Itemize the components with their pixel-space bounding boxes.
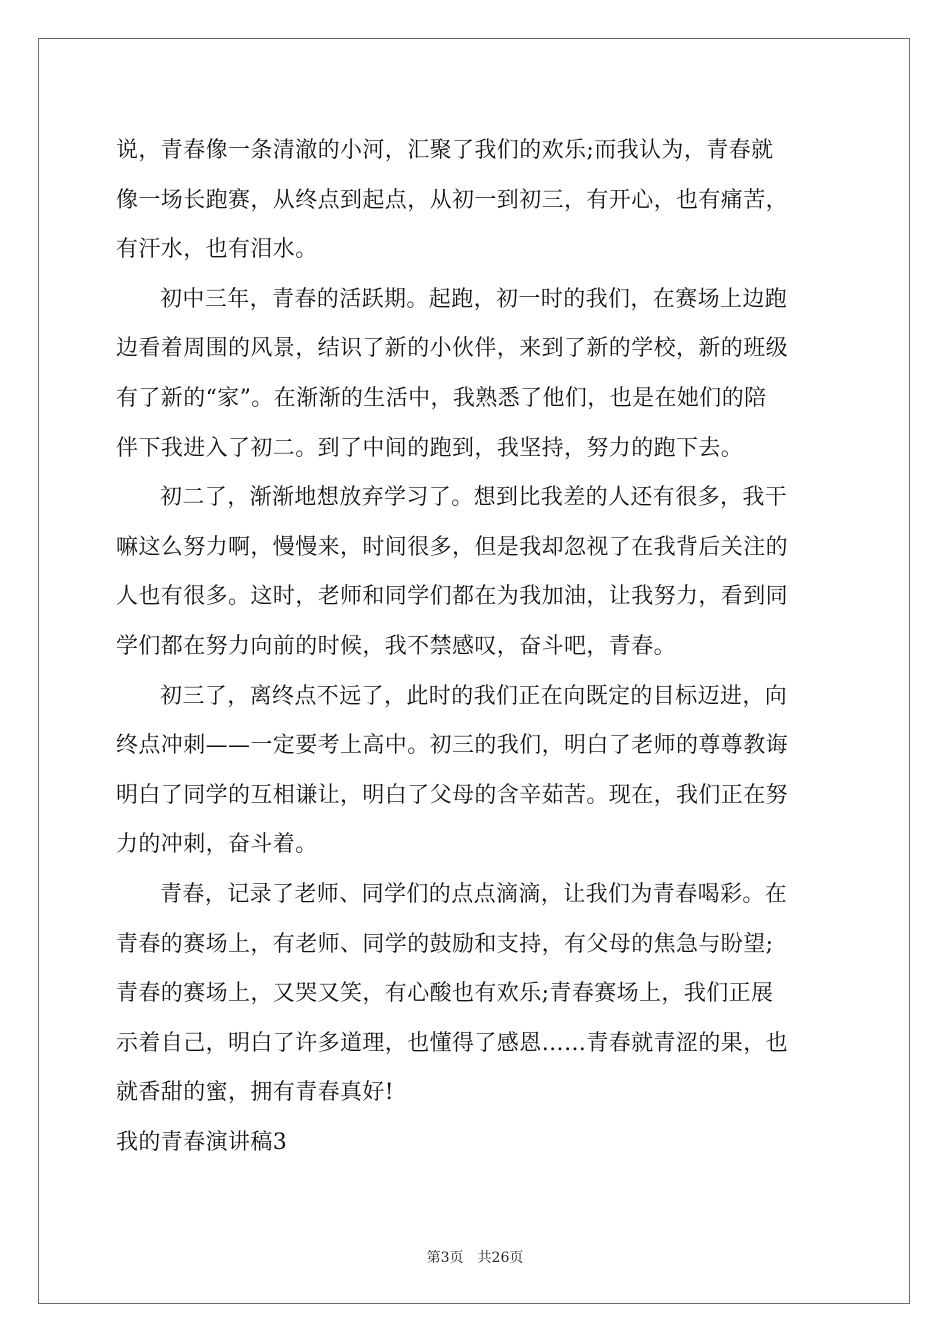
text-line: 青春，记录了老师、同学们的点点滴滴，让我们为青春喝彩。在 — [160, 881, 788, 907]
paragraph-2 — [116, 275, 836, 473]
text-line: 伴下我进入了初二。到了中间的跑到，我坚持，努力的跑下去。 — [116, 435, 744, 461]
text-line: 说，青春像一条清澈的小河，汇聚了我们的欢乐;而我认为，青春就 — [116, 138, 774, 163]
text-line: 有了新的“家”。在渐渐的生活中，我熟悉了他们，也是在她们的陪 — [116, 385, 767, 411]
text-line: 初二了，渐渐地想放弃学习了。想到比我差的人还有很多，我干 — [160, 485, 788, 511]
text-line: 人也有很多。这时，老师和同学们都在为我加油，让我努力，看到同 — [116, 584, 789, 610]
page-number-footer: 第3页 共26页 — [426, 1250, 524, 1266]
text-line: 初中三年，青春的活跃期。起跑，初一时的我们，在赛场上边跑 — [160, 286, 788, 312]
text-line: 就香甜的蜜，拥有青春真好! — [116, 1080, 395, 1106]
text-line: 青春的赛场上，又哭又笑，有心酸也有欢乐;青春赛场上，我们正展 — [116, 981, 774, 1007]
paragraph-4 — [116, 672, 836, 870]
paragraph-1 — [116, 126, 836, 275]
text-line: 学们都在努力向前的时候，我不禁感叹，奋斗吧，青春。 — [116, 633, 677, 659]
document-body — [116, 126, 836, 1167]
text-line: 青春的赛场上，有老师、同学的鼓励和支持，有父母的焦急与盼望; — [116, 931, 774, 957]
paragraph-3 — [116, 473, 836, 671]
section-heading: 我的青春演讲稿3 — [116, 1129, 288, 1155]
text-line: 示着自己，明白了许多道理，也懂得了感恩……青春就青涩的果，也 — [116, 1030, 789, 1056]
text-line: 像一场长跑赛，从终点到起点，从初一到初三，有开心，也有痛苦， — [116, 187, 789, 213]
text-line: 终点冲刺——一定要考上高中。初三的我们，明白了老师的尊尊教诲 — [116, 733, 789, 759]
paragraph-5 — [116, 870, 836, 1118]
text-line: 边看着周围的风景，结识了新的小伙伴，来到了新的学校，新的班级 — [116, 336, 789, 362]
text-line: 有汗水，也有泪水。 — [116, 237, 318, 263]
text-line: 明白了同学的互相谦让，明白了父母的含辛茹苦。现在，我们正在努 — [116, 782, 789, 808]
text-line: 力的冲刺，奋斗着。 — [116, 832, 318, 858]
text-line: 嘛这么努力啊，慢慢来，时间很多，但是我却忽视了在我背后关注的 — [116, 534, 789, 560]
text-line: 初三了，离终点不远了，此时的我们正在向既定的目标迈进，向 — [160, 683, 788, 709]
